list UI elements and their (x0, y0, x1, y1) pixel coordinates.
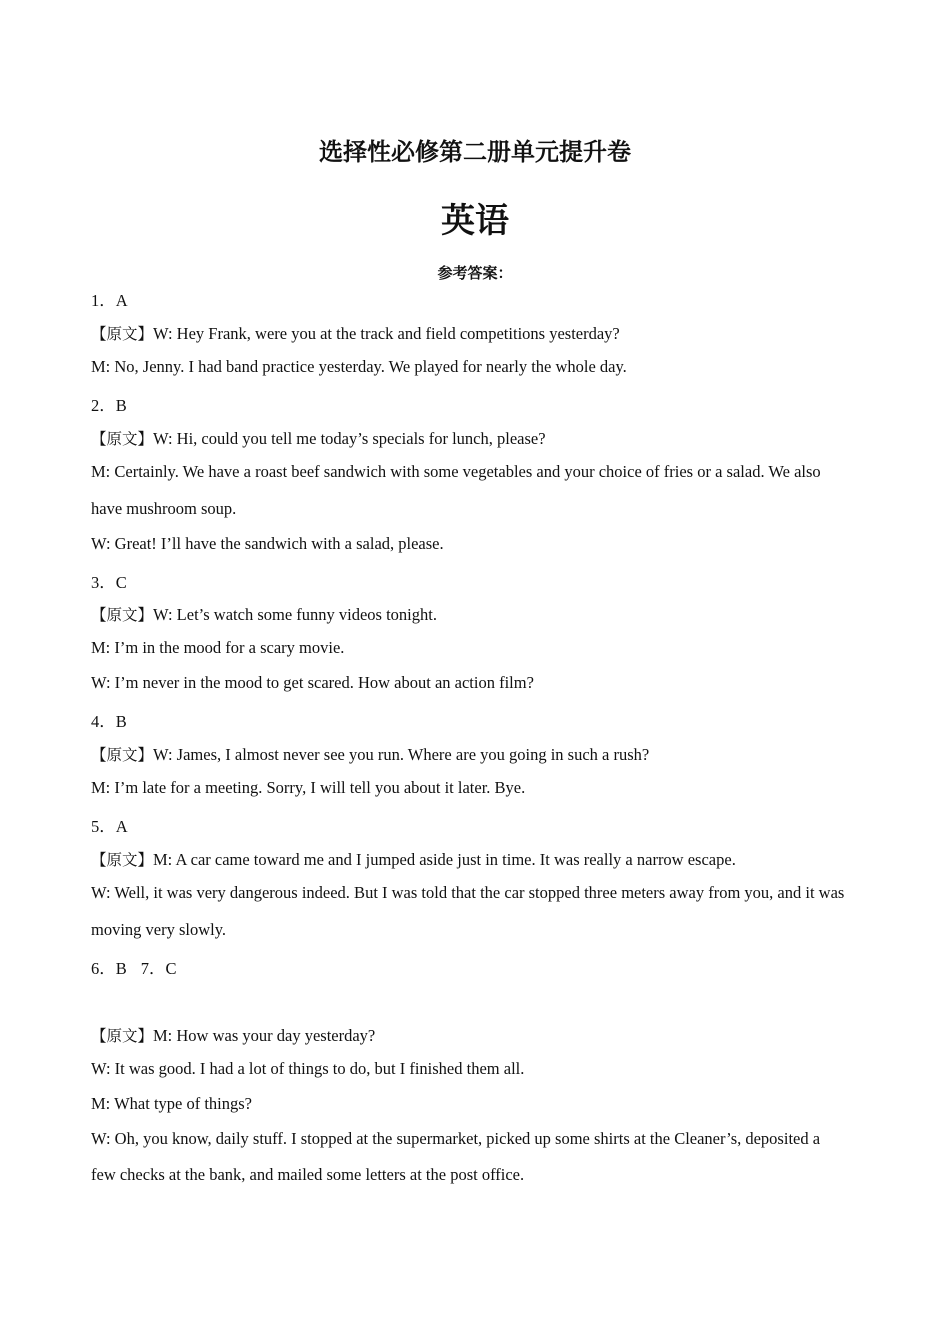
transcript-tag: 【原文】 (91, 430, 154, 448)
transcript-tag: 【原文】 (91, 1027, 154, 1045)
transcript-line (91, 848, 861, 870)
transcript-text: W: Let’s watch some funny videos tonight. (153, 605, 437, 624)
transcript-line: M: Certainly. We have a roast beef sandwich with some vegetables and your choice of fries or a salad. We also (91, 462, 821, 481)
transcript-line (91, 322, 861, 344)
subject-heading: 英语 (441, 201, 509, 241)
answer-1: 1．A (91, 291, 128, 310)
answer-2: 2．B (91, 396, 127, 415)
answer-3: 3．C (91, 573, 127, 592)
answer-6-7 (91, 955, 861, 979)
transcript-tag: 【原文】 (91, 606, 154, 624)
transcript-line: M: I’m in the mood for a scary movie. (91, 638, 345, 657)
transcript-line: M: What type of things? (91, 1094, 253, 1113)
transcript-tag: 【原文】 (91, 325, 154, 343)
document-title: 选择性必修第二册单元提升卷 (319, 138, 631, 166)
transcript-line: M: I’m late for a meeting. Sorry, I will tell you about it later. Bye. (91, 778, 526, 797)
transcript-text: M: A car came toward me and I jumped aside just in time. It was really a narrow escape. (153, 850, 736, 869)
answer-7: 7．C (140, 959, 177, 978)
transcript-line: have mushroom soup. (91, 499, 237, 518)
transcript-line: W: Well, it was very dangerous indeed. But I was told that the car stopped three meters away from you, and it was (91, 883, 845, 902)
answers-label: 参考答案： (437, 264, 513, 282)
transcript-line: M: No, Jenny. I had band practice yesterday. We played for nearly the whole day. (91, 357, 627, 376)
answer-6: 6．B (91, 959, 127, 978)
transcript-tag: 【原文】 (91, 851, 154, 869)
transcript-text: W: James, I almost never see you run. Where are you going in such a rush? (153, 745, 650, 764)
transcript-line (91, 603, 861, 625)
transcript-line: W: Great! I’ll have the sandwich with a salad, please. (91, 534, 444, 553)
transcript-line (91, 743, 861, 765)
transcript-line: few checks at the bank, and mailed some letters at the post office. (91, 1165, 525, 1184)
transcript-line: moving very slowly. (91, 920, 227, 939)
transcript-line: W: It was good. I had a lot of things to do, but I finished them all. (91, 1059, 525, 1078)
answer-4: 4．B (91, 712, 127, 731)
transcript-tag: 【原文】 (91, 746, 154, 764)
answer-5: 5．A (91, 817, 128, 836)
transcript-line (91, 1024, 861, 1046)
transcript-line: W: I’m never in the mood to get scared. How about an action film? (91, 673, 534, 692)
transcript-text: M: How was your day yesterday? (153, 1026, 376, 1045)
transcript-line (91, 427, 861, 449)
transcript-line: W: Oh, you know, daily stuff. I stopped at the supermarket, picked up some shirts at the Cleaner’s, deposited a (91, 1129, 821, 1148)
transcript-text: W: Hi, could you tell me today’s specials for lunch, please? (153, 429, 546, 448)
transcript-text: W: Hey Frank, were you at the track and field competitions yesterday? (153, 324, 620, 343)
